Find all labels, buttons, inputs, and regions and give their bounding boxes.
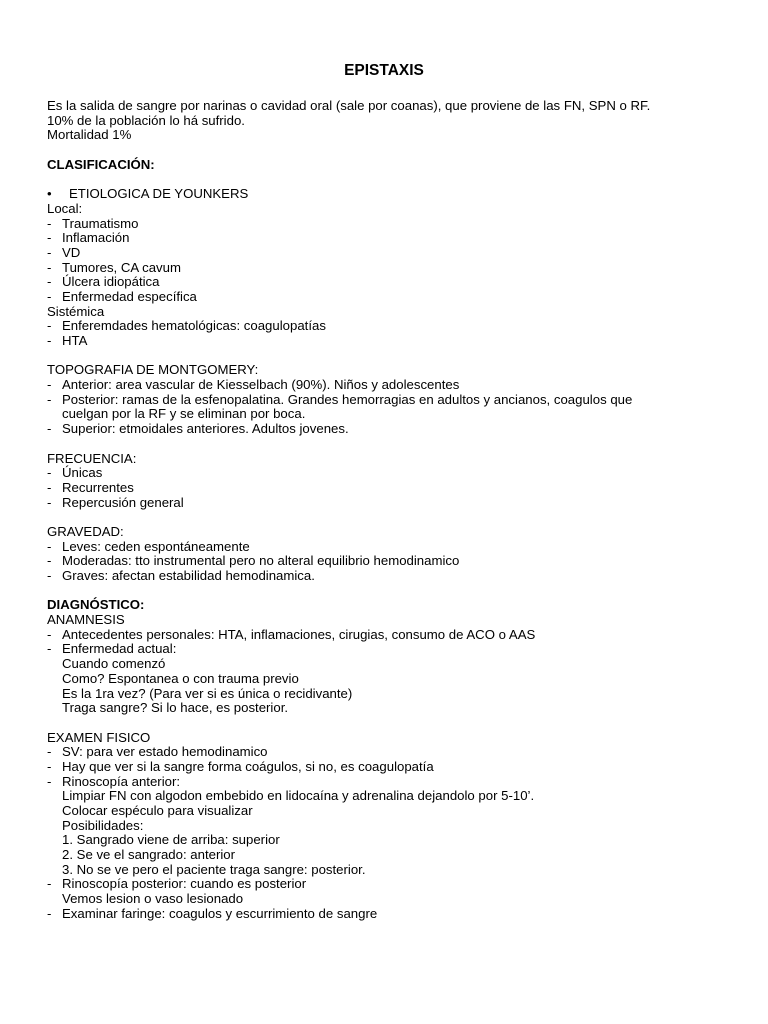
document-body [47,99,737,922]
dash-list-item: - Únicas [47,466,737,481]
blank-line [47,172,737,187]
text-line: 10% de la población lo há sufrido. [47,112,245,128]
dash-list-item: - SV: para ver estado hemodinamico [47,745,737,760]
text-line: Mortalidad 1% [47,127,132,143]
dash-list-item: - Antecedentes personales: HTA, inflamaciones, cirugias, consumo de ACO o AAS [47,628,737,643]
indented-line: Posibilidades: [62,817,144,833]
dash-list-item: - Posterior: ramas de la esfenopalatina. Grandes hemorragias en adultos y ancianos, coagulos que [47,393,737,408]
section-heading: CLASIFICACIÓN: [47,156,155,172]
dash-list-item: - VD [47,246,737,261]
dash-list-item: - Graves: afectan estabilidad hemodinamica. [47,569,737,584]
indented-line: Es la 1ra vez? (Para ver si es única o recidivante) [62,685,353,701]
page-title: EPISTAXIS [344,62,424,79]
text-line: GRAVEDAD: [47,523,124,539]
dash-list-item: - Moderadas: tto instrumental pero no alteral equilibrio hemodinamico [47,554,737,569]
dash-list-item: - Rinoscopía posterior: cuando es posterior [47,877,737,892]
dash-list-item: - HTA [47,334,737,349]
text-line: Es la salida de sangre por narinas o cavidad oral (sale por coanas), que proviene de las FN, SPN o RF. [47,98,651,113]
dash-list-item: - Enferemdades hematológicas: coagulopatías [47,319,737,334]
dash-list-item: - Rinoscopía anterior: [47,775,737,790]
indented-line: cuelgan por la RF y se eliminan por boca. [62,406,306,422]
dash-list-item: - Recurrentes [47,481,737,496]
dash-list-item: - Enfermedad específica [47,290,737,305]
blank-line [47,437,737,452]
dash-list-item: - Repercusión general [47,496,737,511]
text-line: FRECUENCIA: [47,450,137,466]
section-heading: DIAGNÓSTICO: [47,597,145,613]
indented-line: Colocar espéculo para visualizar [62,803,253,818]
indented-line: 2. Se ve el sangrado: anterior [62,847,236,863]
blank-line [47,143,737,158]
dash-list-item: - Anterior: area vascular de Kiesselbach (90%). Niños y adolescentes [47,378,737,393]
blank-line [47,584,737,599]
dash-list-item: - Examinar faringe: coagulos y escurrimiento de sangre [47,907,737,922]
text-line: TOPOGRAFIA DE MONTGOMERY: [47,362,259,378]
text-line: EXAMEN FISICO [47,729,151,745]
indented-line: Traga sangre? Si lo hace, es posterior. [62,700,289,716]
bullet-list-item: • ETIOLOGICA DE YOUNKERS [47,187,737,202]
indented-line: Cuando comenzó [62,656,166,672]
indented-line: 3. No se ve pero el paciente traga sangre: posterior. [62,861,366,877]
indented-line: Limpiar FN con algodon embebido en lidocaína y adrenalina dejandolo por 5-10’. [62,788,535,804]
dash-list-item: - Tumores, CA cavum [47,261,737,276]
indented-line: 1. Sangrado viene de arriba: superior [62,832,280,848]
dash-list-item: - Enfermedad actual: [47,642,737,657]
dash-list-item: - Inflamación [47,231,737,246]
dash-list-item: - Leves: ceden espontáneamente [47,540,737,555]
text-line: ANAMNESIS [47,612,125,628]
dash-list-item: - Traumatismo [47,217,737,232]
text-line: Local: [47,200,83,216]
dash-list-item: - Hay que ver si la sangre forma coágulos, si no, es coagulopatía [47,760,737,775]
indented-line: Vemos lesion o vaso lesionado [62,891,244,907]
dash-list-item: - Superior: etmoidales anteriores. Adultos jovenes. [47,422,737,437]
blank-line [47,510,737,525]
indented-line: Como? Espontanea o con trauma previo [62,670,299,686]
text-line: Sistémica [47,303,105,319]
blank-line [47,716,737,731]
dash-list-item: - Úlcera idiopática [47,275,737,290]
blank-line [47,349,737,364]
